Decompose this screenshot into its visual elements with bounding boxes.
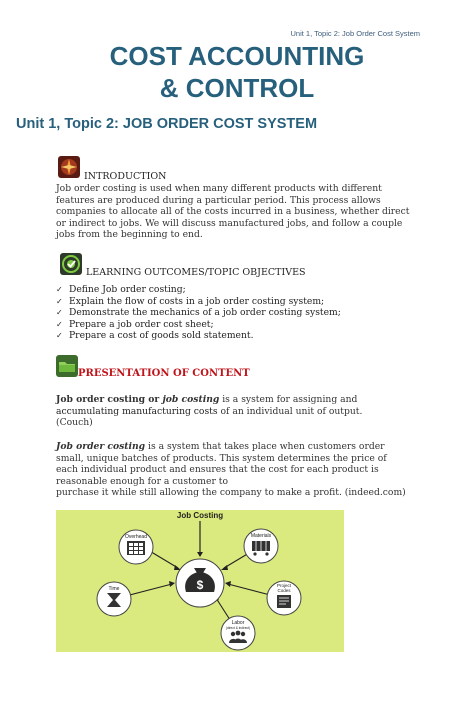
checkmark-icon: ✓ bbox=[56, 331, 63, 341]
checkmark-icon: ✓ bbox=[56, 308, 63, 318]
svg-text:Project: Project bbox=[276, 583, 292, 588]
svg-text:(direct & indirect): (direct & indirect) bbox=[225, 626, 251, 630]
objectives-list bbox=[56, 284, 341, 342]
introduction-icon bbox=[58, 156, 80, 178]
presentation-heading: PRESENTATION OF CONTENT bbox=[78, 368, 250, 379]
svg-text:Materials: Materials bbox=[250, 533, 272, 539]
definition-1: Job order costing or job costing is a system for assigning and accumulating manufacturing costs of an individual unit of output. (Couch) bbox=[56, 394, 363, 428]
list-item: ✓ Define Job order costing; bbox=[56, 284, 186, 295]
unit-title: Unit 1, Topic 2: JOB ORDER COST SYSTEM bbox=[16, 116, 318, 132]
document-title-line-2: & CONTROL bbox=[159, 73, 315, 103]
introduction-heading: INTRODUCTION bbox=[84, 171, 167, 182]
dollar-symbol: $ bbox=[196, 578, 204, 592]
svg-text:Time: Time bbox=[108, 586, 120, 592]
svg-text:Overhead: Overhead bbox=[125, 534, 147, 540]
definition-2: Job order costing is a system that takes place when customers order small, unique batches of products. This system determines the price of each individual product and ensures that the cost for each product is reasonable enough for a customer to purchase it while still allowing the company to make a profit. (indeed.com) bbox=[56, 441, 406, 498]
checkmark-icon: ✓ bbox=[56, 296, 63, 306]
job-costing-diagram bbox=[56, 510, 344, 652]
document-icon bbox=[277, 595, 291, 608]
introduction-paragraph: Job order costing is used when many different products with different features are produced during a particular period. This process allows companies to allocate all of the costs incurred in a business, whether direct or indirect to jobs. We will discuss manufactured jobs, and follow a couple jobs from the beginning to end. bbox=[56, 183, 410, 240]
list-item: ✓ Demonstrate the mechanics of a job order costing system; bbox=[56, 307, 341, 319]
running-header: Unit 1, Topic 2: Job Order Cost System bbox=[290, 29, 420, 38]
svg-text:Codes: Codes bbox=[277, 588, 291, 593]
checkmark-icon: ✓ bbox=[56, 319, 63, 329]
svg-text:Labor: Labor bbox=[231, 620, 245, 626]
list-item: ✓ Prepare a job order cost sheet; bbox=[56, 318, 214, 330]
learning-outcomes-heading: LEARNING OUTCOMES/TOPIC OBJECTIVES bbox=[86, 267, 306, 278]
document-title-line-1: COST ACCOUNTING bbox=[109, 41, 365, 71]
list-item: ✓ Prepare a cost of goods sold statement. bbox=[56, 330, 254, 342]
diagram-title: Job Costing bbox=[176, 511, 224, 520]
target-check-icon bbox=[60, 253, 82, 275]
folder-icon bbox=[56, 355, 78, 377]
calculator-icon bbox=[127, 541, 145, 555]
list-item: ✓ Explain the flow of costs in a job order costing system; bbox=[56, 295, 325, 307]
checkmark-icon: ✓ bbox=[56, 285, 63, 294]
